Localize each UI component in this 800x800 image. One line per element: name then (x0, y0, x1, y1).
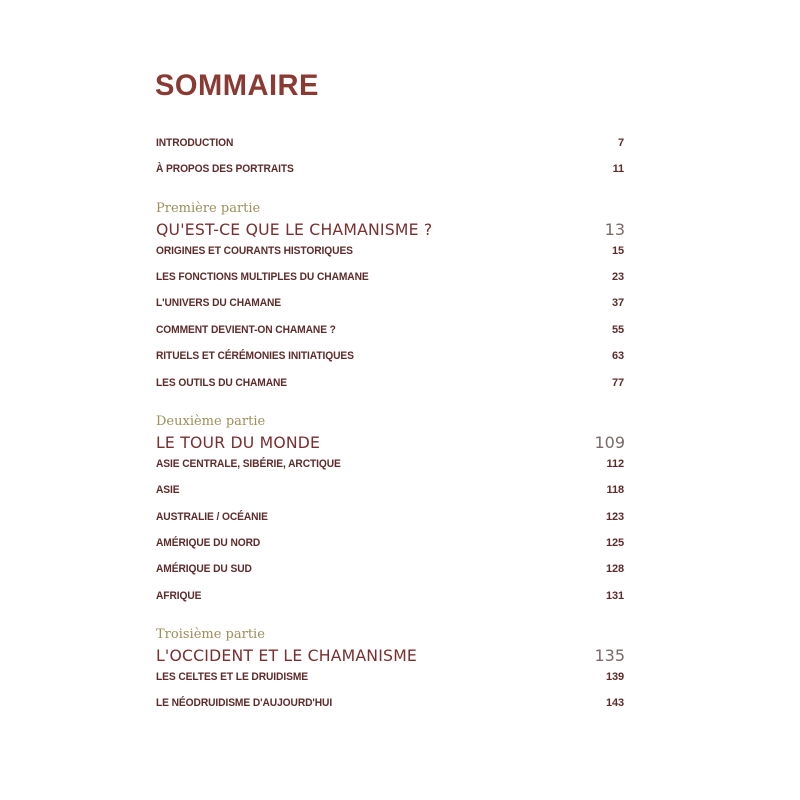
toc-entry-label: L'UNIVERS DU CHAMANE (156, 297, 282, 309)
toc-entry-page: 139 (605, 671, 624, 683)
toc-entry-page: 37 (611, 297, 624, 309)
toc-entry-label: LES CELTES ET LE DRUIDISME (156, 671, 308, 683)
toc-entry-page: 118 (606, 484, 624, 496)
toc-entry[interactable] (156, 535, 624, 551)
toc-entry-label: AMÉRIQUE DU SUD (156, 563, 252, 575)
toc-entry-page: 125 (605, 537, 624, 549)
part-heading-label: LE TOUR DU MONDE (156, 432, 321, 452)
toc-entry-label: LES OUTILS DU CHAMANE (156, 377, 288, 389)
toc-entry[interactable] (156, 348, 624, 364)
toc-entry-label: AUSTRALIE / OCÉANIE (156, 511, 268, 523)
toc-entry-page: 112 (606, 458, 624, 470)
toc-entry[interactable] (156, 322, 624, 338)
toc-entry-label: LE NÉODRUIDISME D'AUJOURD'HUI (156, 697, 333, 709)
toc-entry[interactable] (156, 269, 624, 285)
toc-entry-page: 55 (611, 324, 624, 336)
toc-entry[interactable] (156, 482, 624, 498)
toc-entry[interactable] (156, 588, 624, 604)
page-title: SOMMAIRE (155, 69, 319, 102)
toc-entry-portraits[interactable] (156, 161, 624, 177)
part-heading-page: 109 (594, 432, 625, 452)
toc-entry-page: 128 (605, 563, 624, 575)
toc-entry-page: 77 (611, 377, 624, 389)
part-heading-label: L'OCCIDENT ET LE CHAMANISME (156, 645, 418, 665)
part-heading-page: 135 (594, 645, 625, 665)
toc-entry[interactable] (156, 295, 624, 311)
toc-entry-label: À PROPOS DES PORTRAITS (156, 163, 294, 175)
toc-entry[interactable] (156, 509, 624, 525)
toc-entry-label: ASIE (156, 484, 180, 496)
toc-entry-label: ASIE CENTRALE, SIBÉRIE, ARCTIQUE (156, 458, 341, 470)
toc-entry-label: AFRIQUE (156, 590, 202, 602)
toc-entry[interactable] (156, 375, 624, 391)
toc-entry-label: COMMENT DEVIENT-ON CHAMANE ? (156, 324, 336, 336)
part-heading-label: QU'EST-CE QUE LE CHAMANISME ? (156, 219, 433, 239)
toc-entry-label: INTRODUCTION (156, 137, 234, 149)
toc-entry-page: 131 (605, 590, 624, 602)
toc-entry-page: 143 (605, 697, 624, 709)
part-2-heading[interactable] (156, 431, 625, 453)
toc-entry-page: 123 (605, 511, 624, 523)
toc-entry[interactable] (156, 695, 624, 711)
toc-entry-introduction[interactable] (156, 135, 624, 151)
toc-entry[interactable] (156, 561, 624, 577)
toc-entry[interactable] (156, 243, 624, 259)
toc-entry-page: 23 (611, 271, 624, 283)
part-3-kicker: Troisième partie (156, 627, 265, 642)
part-3-heading[interactable] (156, 644, 625, 666)
toc-entry-label: RITUELS ET CÉRÉMONIES INITIATIQUES (156, 350, 354, 362)
part-1-kicker: Première partie (156, 201, 261, 216)
part-1-heading[interactable] (156, 218, 625, 240)
toc-entry-label: ORIGINES ET COURANTS HISTORIQUES (156, 245, 353, 257)
toc-entry-page: 15 (611, 245, 624, 257)
toc-entry[interactable] (156, 669, 624, 685)
toc-entry-page: 11 (612, 163, 624, 175)
part-heading-page: 13 (604, 219, 625, 239)
toc-entry-page: 7 (617, 137, 624, 149)
toc-entry-label: LES FONCTIONS MULTIPLES DU CHAMANE (156, 271, 369, 283)
toc-entry[interactable] (156, 456, 624, 472)
toc-entry-label: AMÉRIQUE DU NORD (156, 537, 261, 549)
toc-entry-page: 63 (611, 350, 624, 362)
part-2-kicker: Deuxième partie (156, 414, 266, 429)
